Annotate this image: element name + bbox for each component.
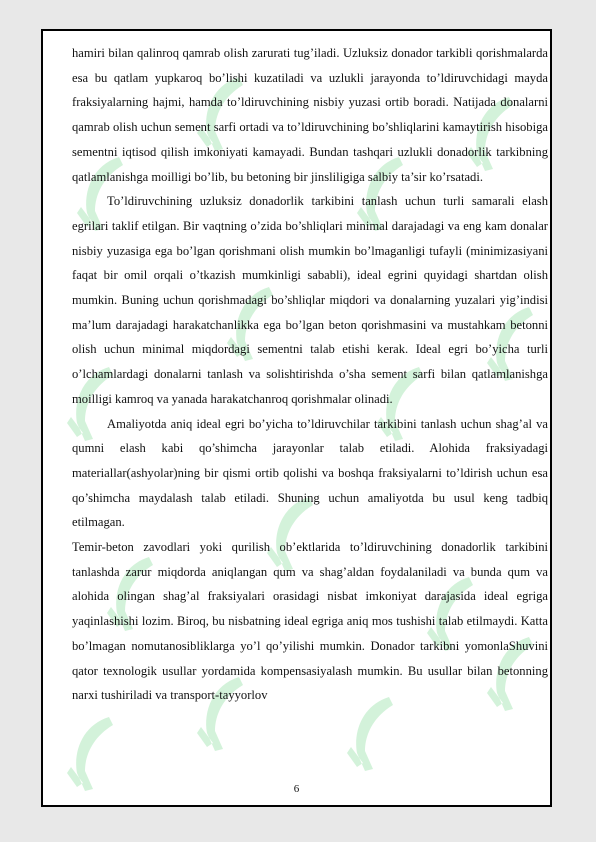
paragraph-4: Temir-beton zavodlari yoki qurilish ob’ektlarida to’ldiruvchining donadorlik tarkibini tanlashda zarur miqdorda aniqlangan qum va shag’aldan foydalaniladi va bunda qum va alohida olingan shag’al fraksiyalari orasidagi nisbat imkoniyat darajasida ideal egriga yaqinlashishi lozim. Biroq, bu nisbatning ideal egriga aniq mos tushishi talab etilmaydi. Katta bo’lmagan nomutanosibliklarga yo’l qo’yilishi mumkin. Donador tarkibni yomonlaShuvini qator texnologik usullar yordamida kompensasiyalash mumkin. Bu usullar bilan betonning narxi tushiriladi va transport-tayyorlov (72, 540, 548, 703)
paragraph-2: To’ldiruvchining uzluksiz donadorlik tarkibini tanlash uchun turli samarali elash egrilari taklif etilgan. Bir vaqtning o’zida bo’shliqlari minimal darajadagi va eng kam donalar nisbiy yuzasiga ega bo’lgan qorishmani olish mumkin bo’lmaganligi tufayli (minimizasiyani faqat bir omil orqali o’tkazish mumkinligi sababli), ideal egrini quyidagi shartdan olish mumkin. Buning uchun qorishmadagi bo’shliqlar miqdori va donalarning yuzalari yig’indisi ma’lum darajadagi harakatchanlikka ega bo’lgan beton qorishmasini va mustahkam betonni olish uchun minimal miqdordagi sementni talab etishi kerak. Ideal egri bo’yicha turli o’lchamlardagi donalarni tanlash va solishtirishda o’sha sement sarfi bilan qatlamlanishga moilligi kamroq va yanada harakatchanroq qorishmalar olinadi. (72, 194, 548, 406)
page-number: 6 (293, 783, 300, 795)
paragraph-3: Amaliyotda aniq ideal egri bo’yicha to’ldiruvchilar tarkibini tanlash uchun shag’al va qumni elash kabi qo’shimcha jarayonlar talab etiladi. Alohida fraksiyadagi materiallar(ashyolar)ning bir qismi ortib qolishi va boshqa fraksiyalarni to’ldirish uchun esa qo’shimcha maydalash talab etiladi. Shuning uchun amaliyotda bu usul keng tadbiq etilmagan. (72, 416, 548, 530)
paragraph-1: hamiri bilan qalinroq qamrab olish zarurati tug’iladi. Uzluksiz donador tarkibli qorishmalarda esa bu qatlam yupkaroq bo’lishi kuzatiladi va uzlukli jarayonda to’ldiruvchidagi mayda fraksiyalarning hajmi, hamda to’ldiruvchining nisbiy yuzasi ortib boradi. Natijada donalarni qamrab olish uchun sement sarfi ortadi va to’ldiruvchining bo’shliqlarini kamaytirish hisobiga sementni iqtisod qilish imkoniyati kamayadi. Bundan tashqari uzlukli donadorlik tarkibning qatlamlanishga moilligi bo’lib, bu betoning bir jinsliligiga salbiy ta’sir ko’rsatadi. (72, 46, 548, 184)
document-body (72, 41, 548, 708)
page-frame (41, 29, 552, 807)
